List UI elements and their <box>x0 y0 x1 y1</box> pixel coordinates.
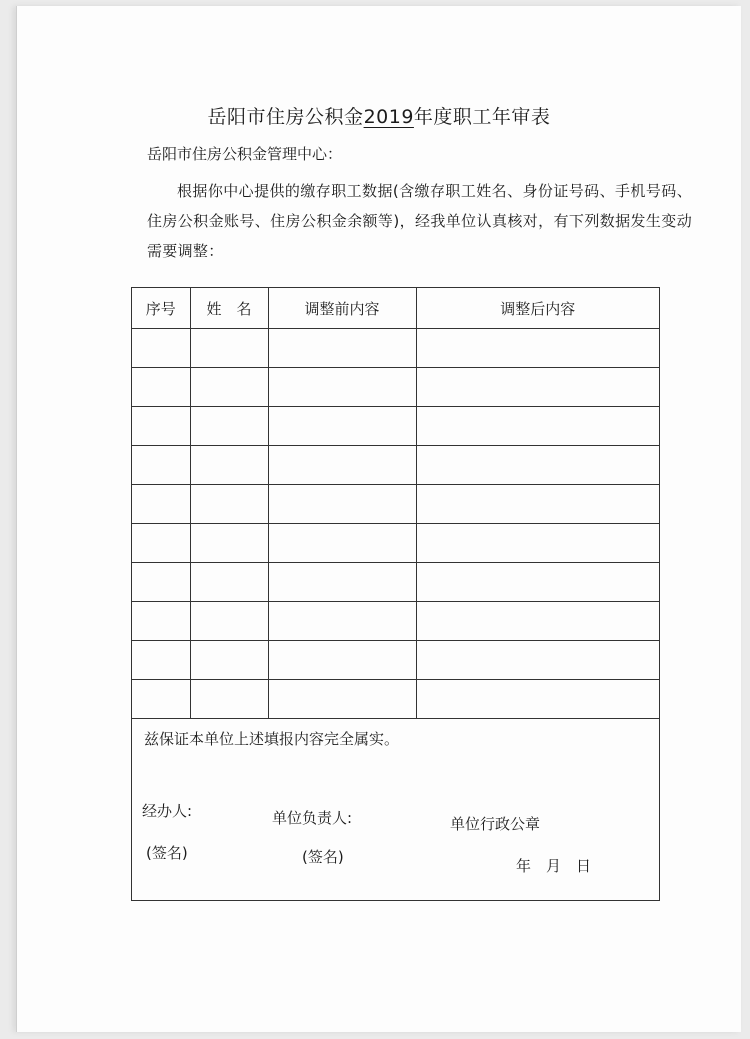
table-cell[interactable] <box>190 407 268 446</box>
table-cell[interactable] <box>416 524 659 563</box>
table-cell[interactable] <box>132 368 190 407</box>
page-title <box>17 102 741 129</box>
table-row <box>132 563 659 602</box>
table-cell[interactable] <box>190 602 268 641</box>
table-cell[interactable] <box>132 524 190 563</box>
table-cell[interactable] <box>268 329 416 368</box>
table-cell[interactable] <box>416 641 659 680</box>
table-cell[interactable] <box>132 329 190 368</box>
table-cell[interactable] <box>268 680 416 719</box>
table-cell[interactable] <box>416 485 659 524</box>
form-sheet <box>16 6 741 1032</box>
addressee: 岳阳市住房公积金管理中心： <box>147 145 343 163</box>
handler-sign-hint: (签名) <box>146 844 188 862</box>
table-cell[interactable] <box>416 563 659 602</box>
date-label: 年 月 日 <box>516 857 592 875</box>
header-after: 调整后内容 <box>416 288 659 329</box>
table-row <box>132 641 659 680</box>
table-cell[interactable] <box>190 563 268 602</box>
table-cell[interactable] <box>190 485 268 524</box>
table-cell[interactable] <box>132 446 190 485</box>
seal-label: 单位行政公章 <box>450 815 541 833</box>
table-row <box>132 329 659 368</box>
table-cell[interactable] <box>132 602 190 641</box>
leader-label: 单位负责人: <box>272 809 353 827</box>
header-before: 调整前内容 <box>268 288 416 329</box>
table-row <box>132 368 659 407</box>
table-cell[interactable] <box>132 407 190 446</box>
table-row <box>132 446 659 485</box>
handler-label: 经办人: <box>142 802 193 820</box>
table-cell[interactable] <box>268 446 416 485</box>
table-cell[interactable] <box>416 407 659 446</box>
table-row <box>132 407 659 446</box>
adjustment-table <box>132 288 659 719</box>
table-cell[interactable] <box>268 602 416 641</box>
title-year: 2019 <box>363 106 414 128</box>
table-cell[interactable] <box>268 368 416 407</box>
table-header-row <box>132 288 659 329</box>
table-cell[interactable] <box>268 563 416 602</box>
table-cell[interactable] <box>132 680 190 719</box>
table-cell[interactable] <box>416 446 659 485</box>
table-cell[interactable] <box>190 368 268 407</box>
header-serial: 序号 <box>132 288 190 329</box>
table-cell[interactable] <box>268 641 416 680</box>
table-cell[interactable] <box>190 446 268 485</box>
table-cell[interactable] <box>416 680 659 719</box>
table-cell[interactable] <box>190 329 268 368</box>
title-prefix: 岳阳市住房公积金 <box>207 106 364 128</box>
table-row <box>132 680 659 719</box>
table-cell[interactable] <box>416 368 659 407</box>
declaration-text: 兹保证本单位上述填报内容完全属实。 <box>144 730 400 748</box>
table-cell[interactable] <box>416 329 659 368</box>
leader-sign-hint: (签名) <box>302 848 344 866</box>
table-cell[interactable] <box>132 485 190 524</box>
table-body <box>132 329 659 719</box>
table-cell[interactable] <box>132 563 190 602</box>
table-cell[interactable] <box>190 524 268 563</box>
header-name: 姓 名 <box>190 288 268 329</box>
adjustment-form-box <box>131 287 660 901</box>
table-row <box>132 524 659 563</box>
table-row <box>132 602 659 641</box>
table-cell[interactable] <box>268 407 416 446</box>
table-cell[interactable] <box>268 485 416 524</box>
table-cell[interactable] <box>190 680 268 719</box>
table-cell[interactable] <box>268 524 416 563</box>
table-row <box>132 485 659 524</box>
intro-paragraph: 根据你中心提供的缴存职工数据(含缴存职工姓名、身份证号码、手机号码、住房公积金账号、住房公积金余额等)，经我单位认真核对，有下列数据发生变动需要调整： <box>147 182 692 260</box>
table-cell[interactable] <box>190 641 268 680</box>
table-cell[interactable] <box>416 602 659 641</box>
table-cell[interactable] <box>132 641 190 680</box>
title-suffix: 年度职工年审表 <box>413 106 551 128</box>
